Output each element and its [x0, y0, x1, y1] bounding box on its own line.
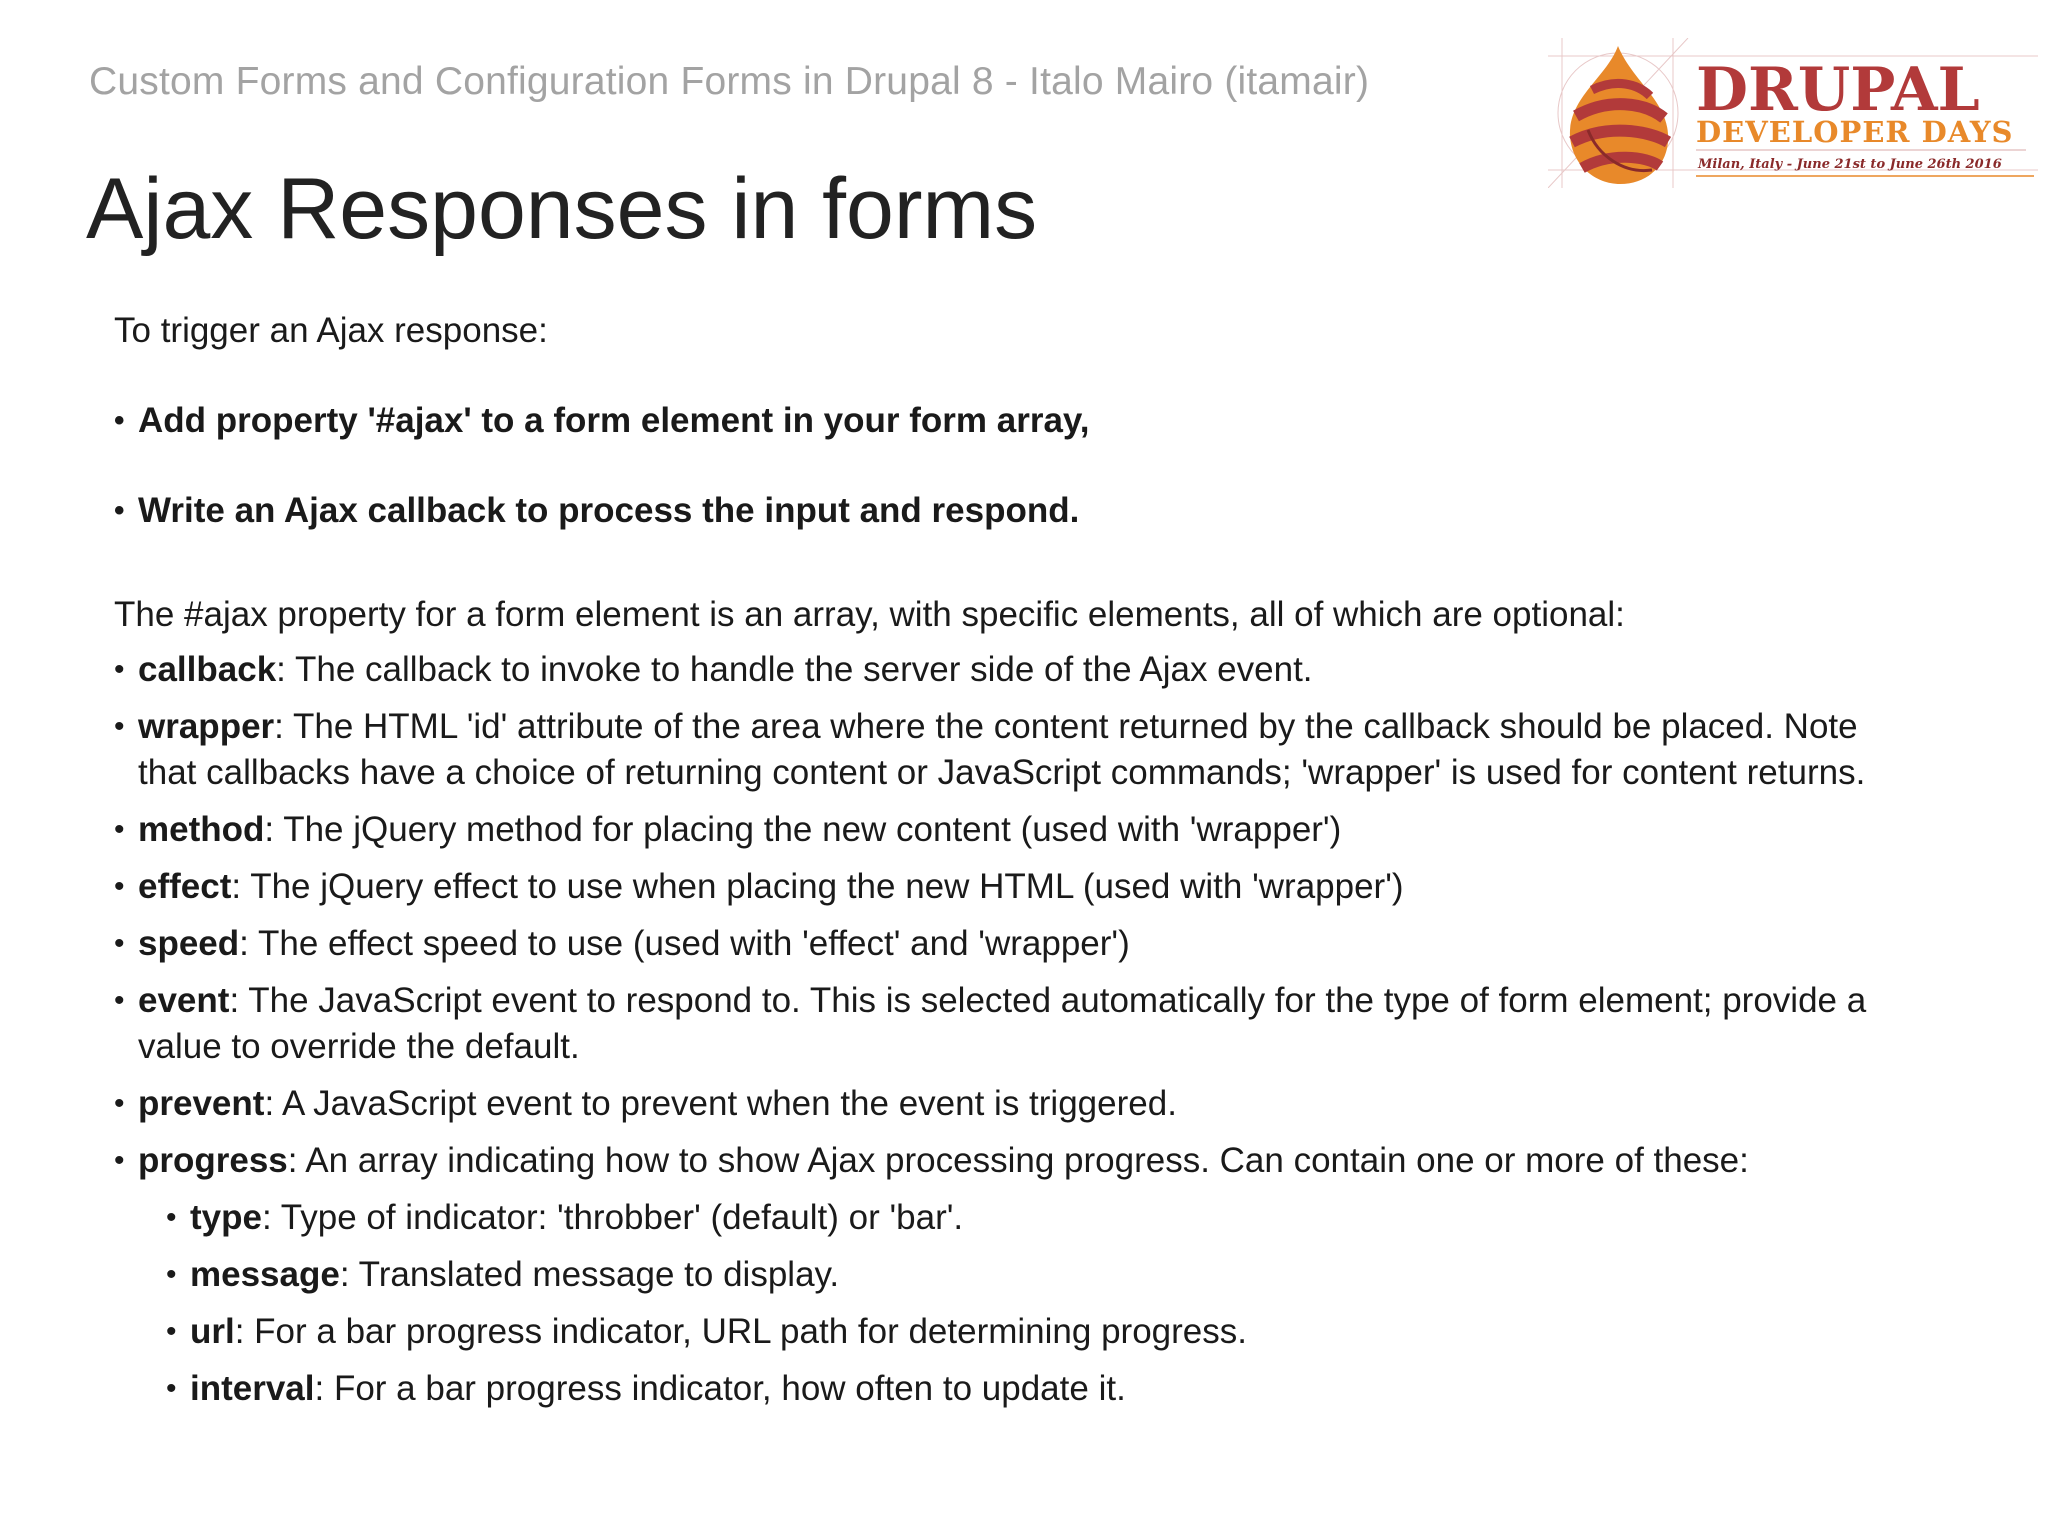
property-description: : The callback to invoke to handle the server side of the Ajax event. — [276, 650, 1313, 689]
property-description: : An array indicating how to show Ajax processing progress. Can contain one or more of these: — [287, 1141, 1749, 1180]
drupal-developer-days-logo — [1548, 38, 2038, 188]
property-prevent — [114, 1081, 1974, 1127]
progress-sub-list — [166, 1195, 1974, 1412]
property-method — [114, 807, 1974, 853]
progress-message — [166, 1252, 1974, 1298]
property-name: method — [138, 810, 265, 849]
property-description: : Translated message to display. — [339, 1255, 840, 1294]
property-name: progress — [138, 1141, 288, 1180]
property-description: : The HTML 'id' attribute of the area where the content returned by the callback should be placed. Note — [274, 707, 1858, 746]
slide-title: Ajax Responses in forms — [86, 161, 1038, 257]
property-name: wrapper — [138, 707, 275, 746]
property-description: : The jQuery method for placing the new content (used with 'wrapper') — [264, 810, 1342, 849]
progress-interval — [166, 1366, 1974, 1412]
property-description-cont: value to override the default. — [138, 1027, 580, 1066]
property-callback — [114, 647, 1974, 693]
property-description: : The effect speed to use (used with 'effect' and 'wrapper') — [239, 924, 1130, 963]
property-name: type — [190, 1198, 262, 1237]
property-description: : A JavaScript event to prevent when the event is triggered. — [264, 1084, 1177, 1123]
property-name: speed — [138, 924, 240, 963]
property-description: : Type of indicator: 'throbber' (default) or 'bar'. — [261, 1198, 964, 1237]
property-name: prevent — [138, 1084, 265, 1123]
property-effect — [114, 864, 1974, 910]
progress-url — [166, 1309, 1974, 1355]
property-name: message — [190, 1255, 340, 1294]
slide-content — [114, 308, 1974, 1412]
property-event — [114, 978, 1974, 1070]
property-progress — [114, 1138, 1974, 1184]
property-wrapper — [114, 704, 1974, 796]
property-speed — [114, 921, 1974, 967]
property-description: : The jQuery effect to use when placing the new HTML (used with 'wrapper') — [231, 867, 1404, 906]
steps-list — [114, 398, 1974, 534]
step-item: • Add property '#ajax' to a form element in your form array, — [114, 398, 1974, 444]
property-name: callback — [138, 650, 277, 689]
property-list — [114, 647, 1974, 1184]
property-name: url — [190, 1312, 235, 1351]
presentation-subtitle: Custom Forms and Configuration Forms in Drupal 8 - Italo Mairo (itamair) — [89, 60, 1370, 103]
ajax-property-intro: The #ajax property for a form element is an array, with specific elements, all of which are optional: — [114, 595, 1625, 634]
property-name: interval — [190, 1369, 315, 1408]
step-item: • Write an Ajax callback to process the input and respond. — [114, 488, 1974, 534]
logo-date: Milan, Italy - June 21st to June 26th 2016 — [1698, 157, 2002, 172]
property-name: effect — [138, 867, 232, 906]
property-description: : For a bar progress indicator, how often to update it. — [314, 1369, 1126, 1408]
property-description: : For a bar progress indicator, URL path for determining progress. — [234, 1312, 1247, 1351]
logo-subtitle: DEVELOPER DAYS — [1696, 115, 2014, 149]
property-name: event — [138, 981, 230, 1020]
property-description-cont: that callbacks have a choice of returning content or JavaScript commands; 'wrapper' is used for content returns. — [138, 753, 1866, 792]
property-description: : The JavaScript event to respond to. This is selected automatically for the type of form element; provide a — [229, 981, 1867, 1020]
progress-type — [166, 1195, 1974, 1241]
logo-title: DRUPAL — [1696, 55, 1980, 125]
intro-text: To trigger an Ajax response: — [114, 311, 548, 350]
